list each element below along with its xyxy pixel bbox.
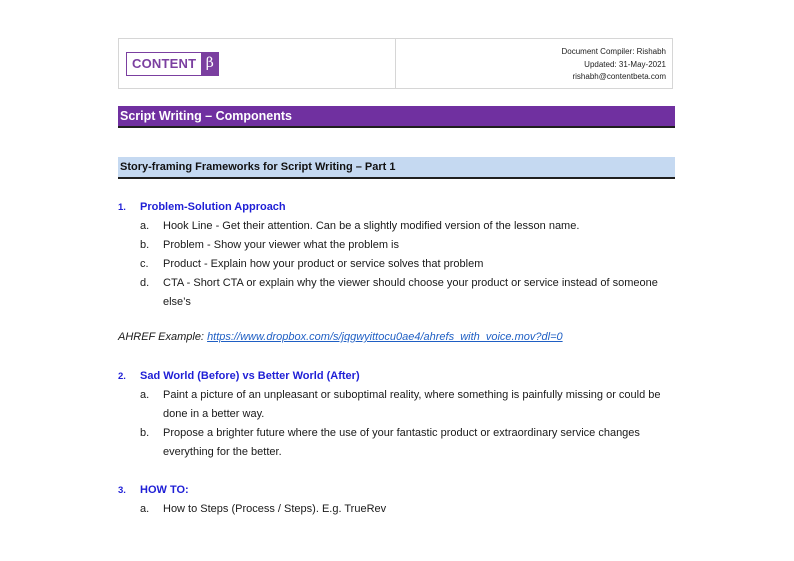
header-divider [395, 39, 396, 88]
updated-line: Updated: 31-May-2021 [584, 59, 666, 69]
beta-symbol-icon: β [201, 53, 218, 75]
document-meta [562, 46, 667, 84]
list-item-text: CTA - Short CTA or explain why the viewer should choose your product or service instead of someone else’s [163, 277, 658, 308]
list-item-label: a. [140, 503, 150, 515]
section-heading [118, 370, 360, 382]
list-item [140, 274, 680, 312]
list-item [140, 424, 680, 462]
compiler-line: Document Compiler: Rishabh [561, 47, 666, 56]
list-item [140, 500, 680, 519]
list-item [140, 217, 680, 236]
list-item-text: Problem - Show your viewer what the problem is [163, 239, 399, 251]
section-number: 2. [118, 371, 126, 382]
example-link[interactable]: https://www.dropbox.com/s/jqgwyittocu0ae4/ahrefs_with_voice.mov?dl=0 [207, 331, 563, 343]
section-number: 1. [118, 202, 126, 213]
section-heading-text: Sad World (Before) vs Better World (After) [140, 370, 360, 382]
list-item-text: Hook Line - Get their attention. Can be a slightly modified version of the lesson name. [163, 220, 580, 232]
logo-text: CONTENT [132, 56, 197, 71]
list-item-label: d. [140, 277, 150, 289]
list-item-text: How to Steps (Process / Steps). E.g. TrueRev [163, 503, 387, 515]
document-header [118, 38, 673, 89]
list-item-text: Paint a picture of an unpleasant or suboptimal reality, where something is painfully missing or could be done in a better way. [163, 389, 661, 420]
section-heading-text: HOW TO: [140, 484, 189, 496]
list-item [140, 236, 680, 255]
list-item-label: a. [140, 389, 150, 401]
list-item [140, 386, 680, 424]
list-item [140, 255, 680, 274]
list-item-label: a. [140, 220, 150, 232]
list-item-label: c. [140, 258, 149, 270]
page-title: Script Writing – Components [120, 109, 292, 123]
list-item-text: Product - Explain how your product or service solves that problem [163, 258, 484, 270]
section-heading-text: Problem-Solution Approach [140, 201, 286, 213]
example-line [118, 331, 563, 343]
list-item-label: b. [140, 239, 150, 251]
section-number: 3. [118, 485, 126, 496]
list-item-text: Propose a brighter future where the use of your fantastic product or extraordinary service changes everything for the better. [163, 427, 640, 458]
list-item-label: b. [140, 427, 150, 439]
example-label: AHREF Example: [118, 331, 208, 343]
subtitle-bar [118, 157, 675, 179]
section-heading [118, 201, 286, 213]
section-title: Story-framing Frameworks for Script Writing – Part 1 [120, 161, 396, 173]
contentbeta-logo [126, 52, 219, 76]
section-heading [118, 484, 189, 496]
title-bar [118, 106, 675, 128]
email-line: rishabh@contentbeta.com [572, 72, 666, 81]
